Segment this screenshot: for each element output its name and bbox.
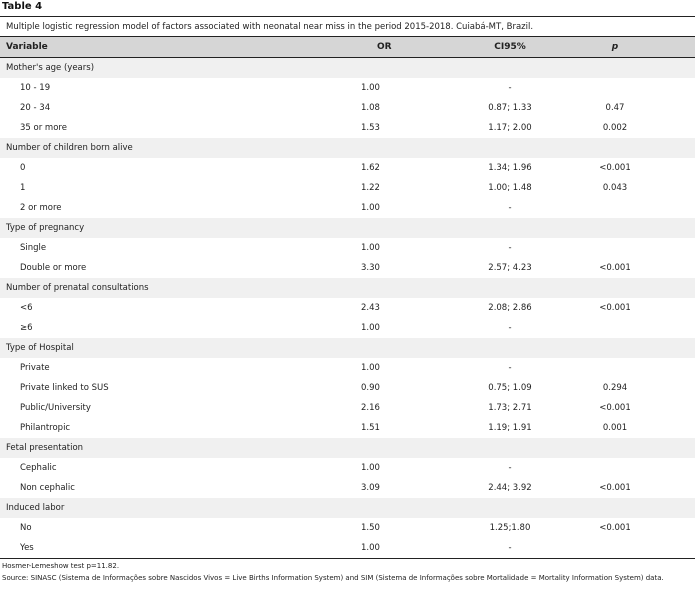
table-group-row (0, 138, 695, 158)
table-row (0, 78, 695, 98)
table-label: Table 4 (2, 1, 43, 12)
cell-ci: 1.25;1.80 (489, 523, 531, 533)
table-group-row (0, 58, 695, 78)
cell-ci: 1.34; 1.96 (488, 163, 532, 173)
cell-p: <0.001 (599, 303, 631, 313)
cell-or: 2.43 (361, 303, 380, 313)
cell-p: 0.002 (602, 123, 628, 133)
group-label: Type of Hospital (6, 343, 74, 353)
table-group-row (0, 278, 695, 298)
cell-p: <0.001 (599, 263, 631, 273)
cell-or: 1.00 (361, 83, 380, 93)
table-row (0, 458, 695, 478)
table-bottom-rule (0, 558, 695, 559)
cell-variable: Yes (20, 543, 34, 553)
table-row (0, 298, 695, 318)
table-row (0, 238, 695, 258)
cell-variable: Single (20, 243, 47, 253)
column-header-variable: Variable (6, 42, 48, 52)
cell-variable: 2 or more (20, 203, 62, 213)
cell-variable: ≥6 (20, 323, 33, 333)
cell-ci: - (508, 203, 512, 213)
cell-ci: 1.00; 1.48 (488, 183, 532, 193)
cell-variable: 10 - 19 (20, 83, 51, 93)
cell-or: 1.00 (361, 463, 380, 473)
cell-variable: Private linked to SUS (20, 383, 109, 393)
cell-ci: 1.19; 1.91 (488, 423, 532, 433)
cell-or: 1.00 (361, 323, 380, 333)
cell-ci: 0.75; 1.09 (488, 383, 532, 393)
cell-or: 2.16 (361, 403, 380, 413)
table-row (0, 178, 695, 198)
cell-variable: 20 - 34 (20, 103, 51, 113)
cell-variable: 1 (20, 183, 26, 193)
cell-ci: - (508, 323, 512, 333)
table-row (0, 258, 695, 278)
cell-p: 0.47 (605, 103, 625, 113)
cell-variable: No (20, 523, 32, 533)
cell-or: 1.08 (361, 103, 380, 113)
cell-p: <0.001 (599, 403, 631, 413)
cell-or: 1.53 (361, 123, 380, 133)
table-row (0, 378, 695, 398)
group-label: Fetal presentation (6, 443, 84, 453)
table-row (0, 98, 695, 118)
table-row (0, 398, 695, 418)
table-row (0, 518, 695, 538)
cell-p: 0.043 (602, 183, 628, 193)
column-header-ci: CI95% (494, 42, 526, 52)
footnote-hosmer-lemeshow: Hosmer-Lemeshow test p=11.82. (2, 562, 120, 570)
cell-variable: Public/University (20, 403, 91, 413)
table-row (0, 158, 695, 178)
table-row (0, 358, 695, 378)
cell-p: <0.001 (599, 163, 631, 173)
cell-or: 1.50 (361, 523, 380, 533)
cell-ci: 2.57; 4.23 (488, 263, 532, 273)
table-group-row (0, 338, 695, 358)
table-body (0, 58, 695, 558)
cell-or: 1.22 (361, 183, 380, 193)
cell-ci: 1.73; 2.71 (488, 403, 532, 413)
cell-or: 1.00 (361, 363, 380, 373)
cell-ci: 2.44; 3.92 (488, 483, 532, 493)
cell-variable: 35 or more (20, 123, 67, 133)
table-caption: Multiple logistic regression model of factors associated with neonatal near miss in the period 2015-2018. Cuiabá-MT, Brazil. (0, 16, 695, 37)
table-row (0, 318, 695, 338)
cell-variable: Philantropic (20, 423, 71, 433)
cell-ci: - (508, 243, 512, 253)
cell-variable: <6 (20, 303, 33, 313)
group-label: Number of children born alive (6, 143, 133, 153)
table-group-row (0, 218, 695, 238)
table-row (0, 538, 695, 558)
cell-ci: 2.08; 2.86 (488, 303, 532, 313)
cell-ci: - (508, 463, 512, 473)
table-row (0, 418, 695, 438)
group-label: Induced labor (6, 503, 65, 513)
column-header-p: p (611, 42, 619, 52)
cell-variable: Double or more (20, 263, 87, 273)
table-row (0, 118, 695, 138)
cell-variable: Non cephalic (20, 483, 75, 493)
cell-ci: 0.87; 1.33 (488, 103, 532, 113)
cell-or: 1.00 (361, 203, 380, 213)
cell-p: 0.001 (602, 423, 628, 433)
cell-or: 0.90 (361, 383, 380, 393)
table-row (0, 478, 695, 498)
cell-or: 1.00 (361, 543, 380, 553)
cell-p: <0.001 (599, 523, 631, 533)
cell-or: 1.51 (361, 423, 380, 433)
group-label: Number of prenatal consultations (6, 283, 149, 293)
table-group-row (0, 498, 695, 518)
cell-ci: 1.17; 2.00 (488, 123, 532, 133)
footnote-source: Source: SINASC (Sistema de Informações sobre Nascidos Vivos = Live Births Information System) and SIM (Sistema de Informações sobre Mortalidade = Mortality Information System) data. (2, 574, 664, 582)
column-header-or: OR (377, 42, 392, 52)
table-header (0, 37, 695, 58)
cell-p: 0.294 (602, 383, 628, 393)
cell-or: 3.30 (361, 263, 380, 273)
table-row (0, 198, 695, 218)
group-label: Mother's age (years) (6, 63, 95, 73)
cell-ci: - (508, 83, 512, 93)
table-group-row (0, 438, 695, 458)
cell-ci: - (508, 363, 512, 373)
cell-variable: 0 (20, 163, 26, 173)
cell-p: <0.001 (599, 483, 631, 493)
cell-or: 1.00 (361, 243, 380, 253)
cell-or: 1.62 (361, 163, 380, 173)
cell-ci: - (508, 543, 512, 553)
cell-variable: Private (20, 363, 50, 373)
group-label: Type of pregnancy (6, 223, 85, 233)
cell-or: 3.09 (361, 483, 380, 493)
cell-variable: Cephalic (20, 463, 57, 473)
